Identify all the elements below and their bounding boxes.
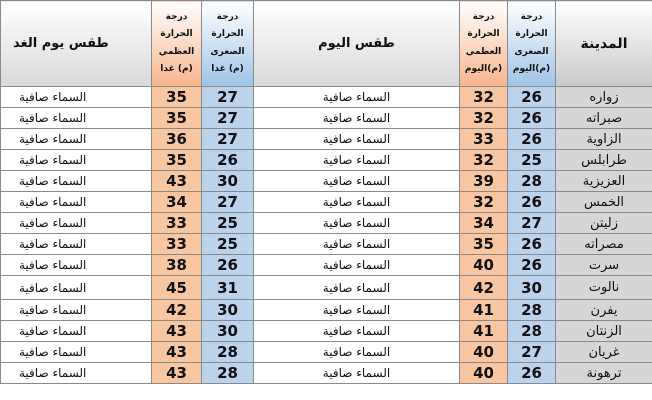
- tomorrow-high-temp: 33: [152, 234, 202, 255]
- table-row: [1, 363, 652, 384]
- header-line: درجة: [165, 12, 188, 23]
- today-low-column-header: [508, 1, 556, 87]
- header-line: الحرارة: [467, 29, 500, 40]
- today-weather-condition: السماء صافية: [254, 129, 460, 150]
- tomorrow-weather-condition: السماء صافية: [1, 255, 152, 276]
- today-weather-condition: السماء صافية: [254, 192, 460, 213]
- tomorrow-weather-condition: السماء صافية: [1, 150, 152, 171]
- today-high-temp: 41: [460, 300, 508, 321]
- today-high-temp: 35: [460, 234, 508, 255]
- today-low-temp: 28: [508, 171, 556, 192]
- tomorrow-weather-condition: السماء صافية: [1, 234, 152, 255]
- today-low-temp: 28: [508, 300, 556, 321]
- today-low-temp: 26: [508, 108, 556, 129]
- table-row: [1, 108, 652, 129]
- today-weather-condition: السماء صافية: [254, 363, 460, 384]
- tomorrow-weather-condition: السماء صافية: [1, 213, 152, 234]
- tomorrow-low-temp: 27: [202, 87, 254, 108]
- today-weather-column-header: طقس اليوم: [254, 1, 460, 87]
- today-high-temp: 39: [460, 171, 508, 192]
- tomorrow-low-column-header: [202, 1, 254, 87]
- today-weather-condition: السماء صافية: [254, 108, 460, 129]
- header-line: (م) غدا: [160, 63, 193, 74]
- tomorrow-low-temp: 28: [202, 363, 254, 384]
- city-name: الزنتان: [556, 321, 652, 342]
- forecast-rows: [1, 87, 652, 384]
- tomorrow-high-temp: 35: [152, 108, 202, 129]
- today-weather-condition: السماء صافية: [254, 255, 460, 276]
- tomorrow-low-temp: 27: [202, 192, 254, 213]
- today-weather-condition: السماء صافية: [254, 300, 460, 321]
- table-row: [1, 234, 652, 255]
- header-line: الحرارة: [515, 29, 548, 40]
- tomorrow-weather-condition: السماء صافية: [1, 321, 152, 342]
- today-high-temp: 40: [460, 363, 508, 384]
- tomorrow-high-temp: 45: [152, 276, 202, 300]
- today-weather-condition: السماء صافية: [254, 213, 460, 234]
- city-name: الخمس: [556, 192, 652, 213]
- header-line: درجة: [520, 12, 543, 23]
- tomorrow-high-temp: 38: [152, 255, 202, 276]
- table-row: [1, 342, 652, 363]
- table-row: [1, 171, 652, 192]
- tomorrow-high-temp: 42: [152, 300, 202, 321]
- today-high-temp: 33: [460, 129, 508, 150]
- header-row: [1, 1, 652, 87]
- header-line: الصغرى: [514, 46, 549, 57]
- tomorrow-high-temp: 43: [152, 321, 202, 342]
- city-name: مصراته: [556, 234, 652, 255]
- city-name: نالوت: [556, 276, 652, 300]
- today-high-temp: 32: [460, 87, 508, 108]
- header-line: (م) غدا: [211, 63, 244, 74]
- city-name: زواره: [556, 87, 652, 108]
- today-low-temp: 30: [508, 276, 556, 300]
- header-line: درجة: [472, 12, 495, 23]
- today-weather-condition: السماء صافية: [254, 150, 460, 171]
- table-row: [1, 300, 652, 321]
- tomorrow-low-temp: 31: [202, 276, 254, 300]
- today-low-temp: 25: [508, 150, 556, 171]
- today-low-temp: 27: [508, 213, 556, 234]
- tomorrow-weather-condition: السماء صافية: [1, 192, 152, 213]
- city-column-header: المدينة: [556, 1, 652, 87]
- today-low-temp: 26: [508, 129, 556, 150]
- today-low-temp: 26: [508, 363, 556, 384]
- today-low-temp: 26: [508, 255, 556, 276]
- city-name: ترهونة: [556, 363, 652, 384]
- tomorrow-low-temp: 28: [202, 342, 254, 363]
- today-weather-condition: السماء صافية: [254, 171, 460, 192]
- city-name: يفرن: [556, 300, 652, 321]
- today-high-column-header: [460, 1, 508, 87]
- today-high-temp: 40: [460, 255, 508, 276]
- table-row: [1, 213, 652, 234]
- today-high-temp: 34: [460, 213, 508, 234]
- today-weather-condition: السماء صافية: [254, 87, 460, 108]
- table-row: [1, 129, 652, 150]
- today-high-temp: 32: [460, 150, 508, 171]
- tomorrow-low-temp: 30: [202, 300, 254, 321]
- tomorrow-high-temp: 33: [152, 213, 202, 234]
- table-row: [1, 276, 652, 300]
- tomorrow-low-temp: 25: [202, 213, 254, 234]
- tomorrow-high-temp: 43: [152, 171, 202, 192]
- tomorrow-high-temp: 43: [152, 342, 202, 363]
- today-high-temp: 41: [460, 321, 508, 342]
- today-high-temp: 40: [460, 342, 508, 363]
- today-low-temp: 28: [508, 321, 556, 342]
- tomorrow-high-temp: 43: [152, 363, 202, 384]
- tomorrow-high-temp: 35: [152, 87, 202, 108]
- tomorrow-low-temp: 27: [202, 129, 254, 150]
- header-line: الحرارة: [211, 29, 244, 40]
- tomorrow-high-temp: 35: [152, 150, 202, 171]
- header-line: (م)اليوم: [464, 63, 503, 74]
- today-weather-condition: السماء صافية: [254, 234, 460, 255]
- city-name: زليتن: [556, 213, 652, 234]
- tomorrow-high-temp: 36: [152, 129, 202, 150]
- today-high-temp: 32: [460, 192, 508, 213]
- today-low-temp: 26: [508, 87, 556, 108]
- tomorrow-weather-column-header: طقس يوم الغد: [1, 1, 152, 87]
- table-row: [1, 321, 652, 342]
- city-name: غريان: [556, 342, 652, 363]
- tomorrow-weather-condition: السماء صافية: [1, 108, 152, 129]
- table-row: [1, 87, 652, 108]
- header-line: الحرارة: [160, 29, 193, 40]
- table-row: [1, 192, 652, 213]
- tomorrow-high-column-header: [152, 1, 202, 87]
- today-low-temp: 26: [508, 234, 556, 255]
- city-name: العزيزية: [556, 171, 652, 192]
- tomorrow-low-temp: 27: [202, 108, 254, 129]
- tomorrow-low-temp: 30: [202, 321, 254, 342]
- table-row: [1, 150, 652, 171]
- city-name: الزاوية: [556, 129, 652, 150]
- tomorrow-high-temp: 34: [152, 192, 202, 213]
- header-line: درجة: [216, 12, 239, 23]
- tomorrow-weather-condition: السماء صافية: [1, 87, 152, 108]
- header-line: العظمي: [465, 46, 502, 57]
- today-weather-condition: السماء صافية: [254, 276, 460, 300]
- city-name: صبراته: [556, 108, 652, 129]
- tomorrow-low-temp: 30: [202, 171, 254, 192]
- tomorrow-weather-condition: السماء صافية: [1, 276, 152, 300]
- today-weather-condition: السماء صافية: [254, 321, 460, 342]
- header-line: (م)اليوم: [512, 63, 551, 74]
- today-low-temp: 26: [508, 192, 556, 213]
- tomorrow-weather-condition: السماء صافية: [1, 363, 152, 384]
- tomorrow-weather-condition: السماء صافية: [1, 300, 152, 321]
- city-name: طرابلس: [556, 150, 652, 171]
- today-high-temp: 32: [460, 108, 508, 129]
- today-high-temp: 42: [460, 276, 508, 300]
- tomorrow-low-temp: 25: [202, 234, 254, 255]
- header-line: الصغرى: [210, 46, 245, 57]
- today-weather-condition: السماء صافية: [254, 342, 460, 363]
- header-line: العظمي: [158, 46, 195, 57]
- table-row: [1, 255, 652, 276]
- city-name: سرت: [556, 255, 652, 276]
- tomorrow-weather-condition: السماء صافية: [1, 342, 152, 363]
- tomorrow-weather-condition: السماء صافية: [1, 129, 152, 150]
- tomorrow-low-temp: 26: [202, 255, 254, 276]
- tomorrow-low-temp: 26: [202, 150, 254, 171]
- tomorrow-weather-condition: السماء صافية: [1, 171, 152, 192]
- today-low-temp: 27: [508, 342, 556, 363]
